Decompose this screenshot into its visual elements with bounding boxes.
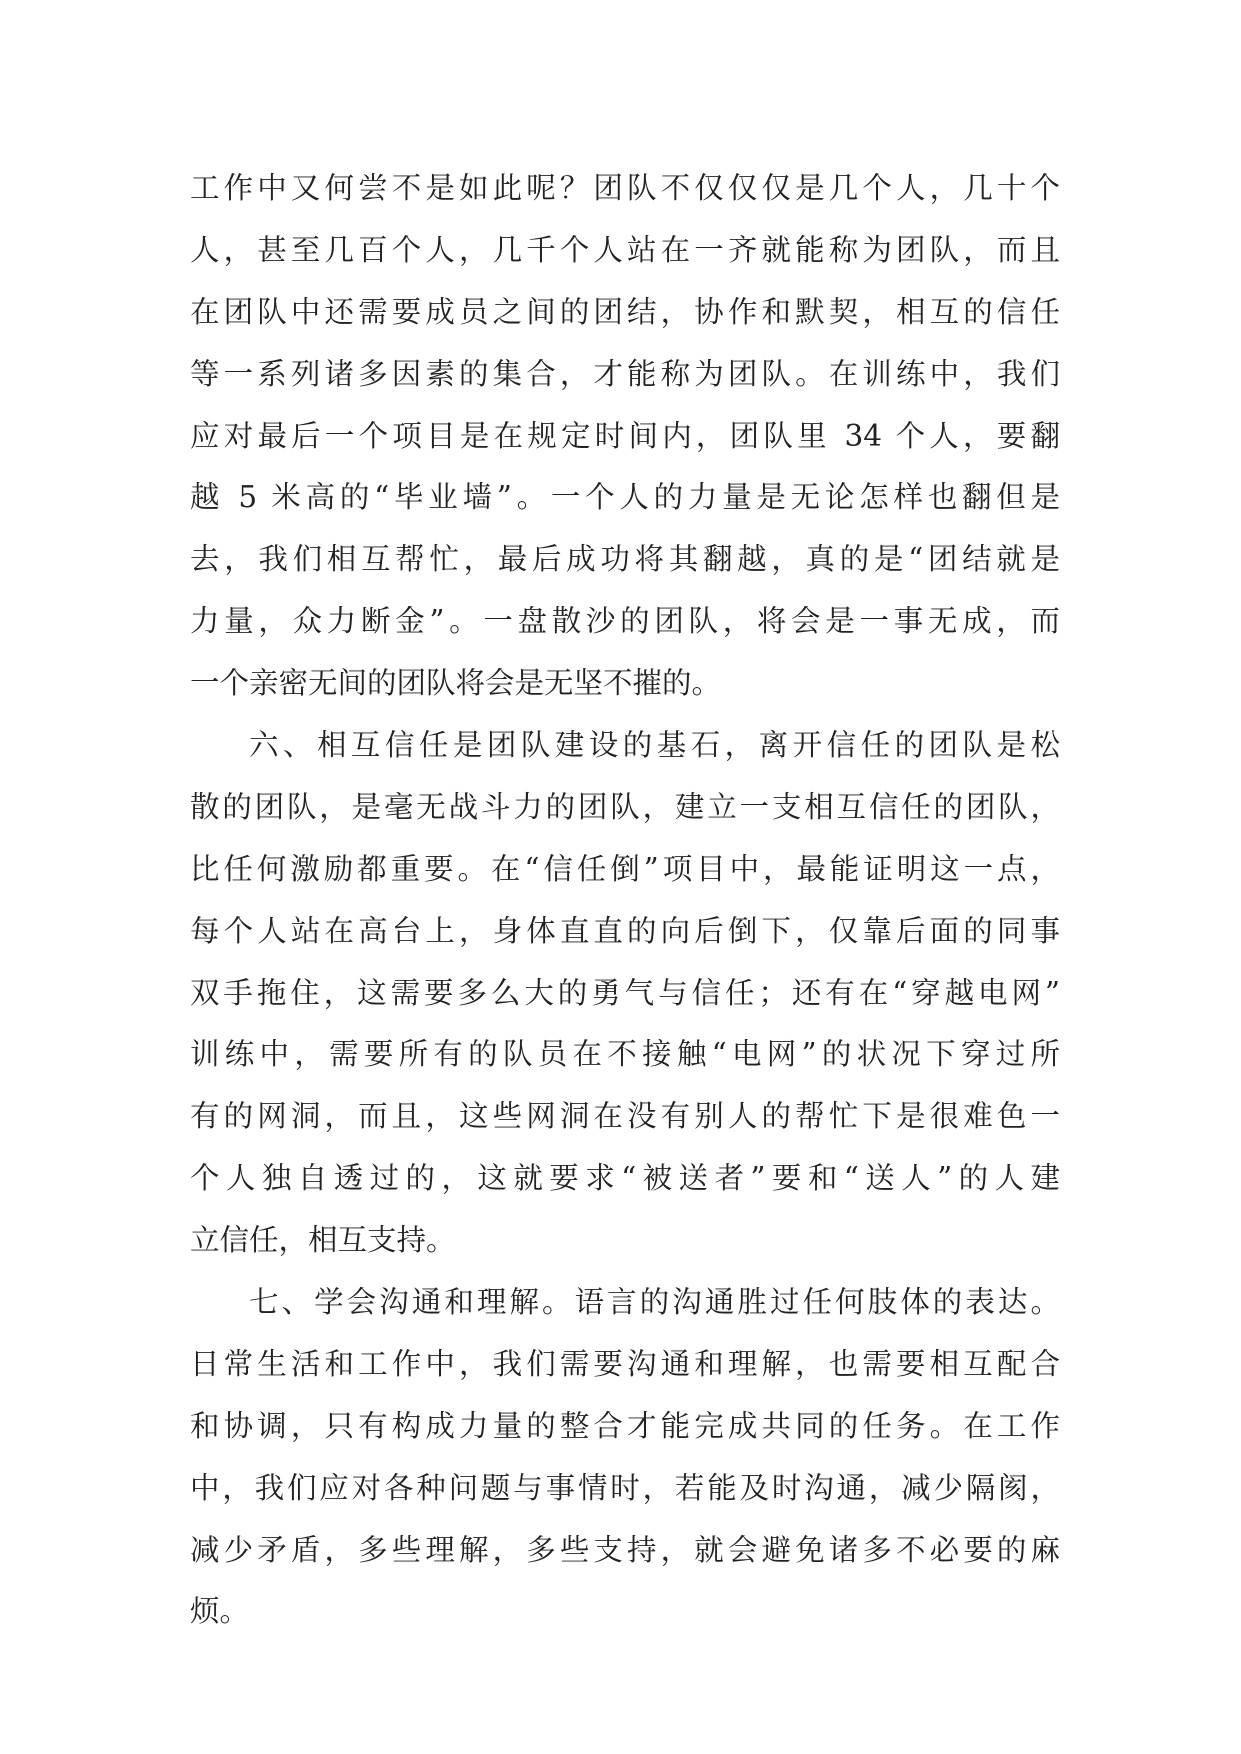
text-line: 七、学会沟通和理解。语言的沟通胜过任何肢体的表达。 — [249, 1285, 1060, 1320]
text-line: 应对最后一个项目是在规定时间内，团队里 34 个人，要翻 — [190, 418, 1060, 453]
paragraph-seven-communication — [190, 1272, 1060, 1643]
text-line: 烦。 — [190, 1594, 250, 1629]
text-line: 每个人站在高台上，身体直直的向后倒下，仅靠后面的同事 — [190, 913, 1060, 948]
text-line: 人，甚至几百个人，几千个人站在一齐就能称为团队，而且 — [190, 232, 1060, 267]
paragraph-teamwork-continued — [190, 158, 1060, 715]
text-line: 力量，众力断金”。一盘散沙的团队，将会是一事无成，而 — [190, 604, 1060, 639]
text-line: 比任何激励都重要。在“信任倒”项目中，最能证明这一点， — [190, 851, 1060, 886]
text-line: 等一系列诸多因素的集合，才能称为团队。在训练中，我们 — [190, 356, 1060, 391]
text-line: 六、相互信任是团队建设的基石，离开信任的团队是松 — [249, 728, 1060, 763]
text-line: 一个亲密无间的团队将会是无坚不摧的。 — [190, 666, 722, 701]
text-line: 日常生活和工作中，我们需要沟通和理解，也需要相互配合 — [190, 1346, 1060, 1381]
text-line: 越 5 米高的“毕业墙”。一个人的力量是无论怎样也翻但是 — [190, 480, 1060, 515]
document-body — [190, 158, 1060, 1643]
text-line: 中，我们应对各种问题与事情时，若能及时沟通，减少隔阂， — [190, 1470, 1060, 1505]
text-line: 训练中，需要所有的队员在不接触“电网”的状况下穿过所 — [190, 1037, 1060, 1072]
paragraph-six-trust — [190, 715, 1060, 1272]
text-line: 工作中又何尝不是如此呢？团队不仅仅仅是几个人，几十个 — [190, 171, 1060, 205]
text-line: 在团队中还需要成员之间的团结，协作和默契，相互的信任 — [190, 294, 1060, 329]
text-line: 去，我们相互帮忙，最后成功将其翻越，真的是“团结就是 — [190, 542, 1060, 577]
text-line: 有的网洞，而且，这些网洞在没有别人的帮忙下是很难色一 — [190, 1099, 1060, 1134]
text-line: 减少矛盾，多些理解，多些支持，就会避免诸多不必要的麻 — [190, 1532, 1060, 1567]
text-line: 散的团队，是毫无战斗力的团队，建立一支相互信任的团队， — [190, 789, 1060, 824]
text-line: 立信任，相互支持。 — [190, 1223, 456, 1258]
text-line: 个人独自透过的，这就要求“被送者”要和“送人”的人建 — [190, 1161, 1060, 1196]
text-line: 双手拖住，这需要多么大的勇气与信任；还有在“穿越电网” — [190, 975, 1060, 1010]
text-line: 和协调，只有构成力量的整合才能完成共同的任务。在工作 — [190, 1408, 1060, 1443]
